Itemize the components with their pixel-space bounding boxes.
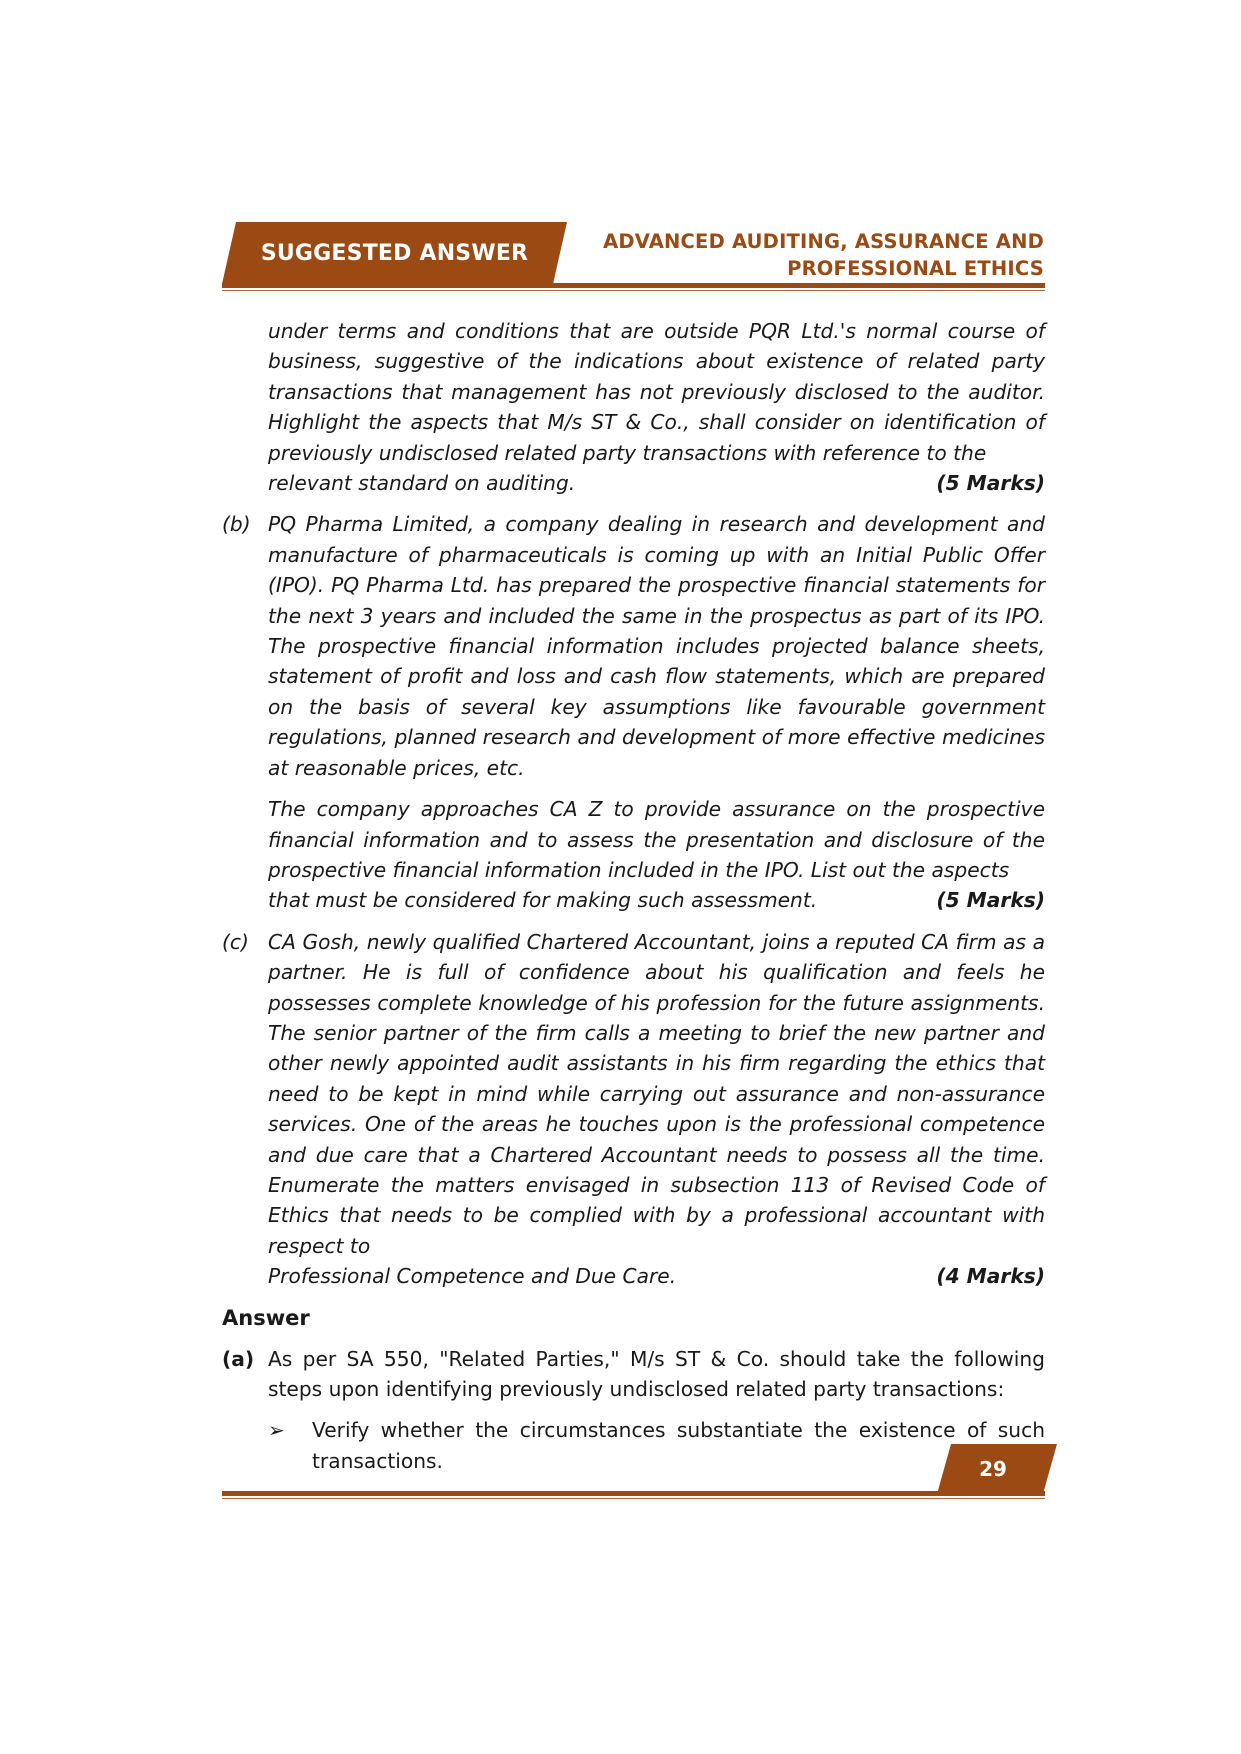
footer-divider-thin [222,1498,1045,1499]
question-c-label: (c) [222,929,249,954]
question-a-text: under terms and conditions that are outside PQR Ltd.'s normal course of business, suggestive of the indications about existence of related party transactions that management has not previously disclosed to the auditor. Highlight the aspects that M/s ST & Co., shall consider on identification of previously undisclosed related party transactions with reference to the [268,319,1045,465]
question-a-last-line [268,468,1045,498]
page-number: 29 [979,1457,1007,1481]
question-c-last-line [268,1261,1045,1291]
question-b-label: (b) [222,512,251,537]
question-b [222,509,1045,915]
header-divider [222,283,1045,288]
header-divider-thin [222,290,1045,291]
answer-a-bullet-1 [222,1415,1045,1476]
question-c-last-line-text: Professional Competence and Due Care. [268,1264,677,1289]
question-b-marks: (5 Marks) [936,888,1045,913]
question-c [222,927,1045,1292]
header-tab-label: SUGGESTED ANSWER [260,240,529,266]
header-title-line-1: ADVANCED AUDITING, ASSURANCE AND [603,230,1044,253]
page-content [222,316,1045,1476]
question-a-last-line-text: relevant standard on auditing. [268,471,576,496]
question-b-last-line [268,885,1045,915]
question-b-paragraph-2: The company approaches CA Z to provide assurance on the prospective financial information and to assess the presentation and disclosure of the prospective financial information included in the IPO. List out the aspects [268,797,1045,882]
question-a-marks: (5 Marks) [936,471,1045,496]
question-a-continuation [268,316,1045,498]
question-c-marks: (4 Marks) [936,1264,1045,1289]
answer-heading: Answer [222,1305,310,1330]
answer-a-bullet-1-text: Verify whether the circumstances substantiate the existence of such transactions. [312,1418,1045,1473]
header-tab [222,222,567,284]
arrowhead-bullet-icon: ➢ [268,1418,285,1443]
answer-a-text: As per SA 550, "Related Parties," M/s ST & Co. should take the following steps upon identifying previously undisclosed related party transactions: [268,1346,1045,1401]
answer-a [222,1344,1045,1405]
footer-divider [222,1491,1045,1496]
answer-a-label: (a) [222,1346,255,1371]
question-b-last-line-text: that must be considered for making such assessment. [268,888,818,913]
header-title-line-2: PROFESSIONAL ETHICS [787,257,1044,280]
question-b-paragraph-1: PQ Pharma Limited, a company dealing in research and development and manufacture of pharmaceuticals is coming up with an Initial Public Offer (IPO). PQ Pharma Ltd. has prepared the prospective financial statements for the next 3 years and included the same in the prospectus as part of its IPO. The prospective financial information includes projected balance sheets, statement of profit and loss and cash flow statements, which are prepared on the basis of several key assumptions like favourable government regulations, planned research and development of more effective medicines at reasonable prices, etc. [268,512,1045,780]
question-c-paragraph: CA Gosh, newly qualified Chartered Accountant, joins a reputed CA firm as a partner. He is full of confidence about his qualification and feels he possesses complete knowledge of his profession for the future assignments. The senior partner of the firm calls a meeting to brief the new partner and other newly appointed audit assistants in his firm regarding the ethics that need to be kept in mind while carrying out assurance and non-assurance services. One of the areas he touches upon is the professional competence and due care that a Chartered Accountant needs to possess all the time. Enumerate the matters envisaged in subsection 113 of Revised Code of Ethics that needs to be complied with by a professional accountant with respect to [268,929,1045,1258]
page-header-title [524,228,1044,282]
